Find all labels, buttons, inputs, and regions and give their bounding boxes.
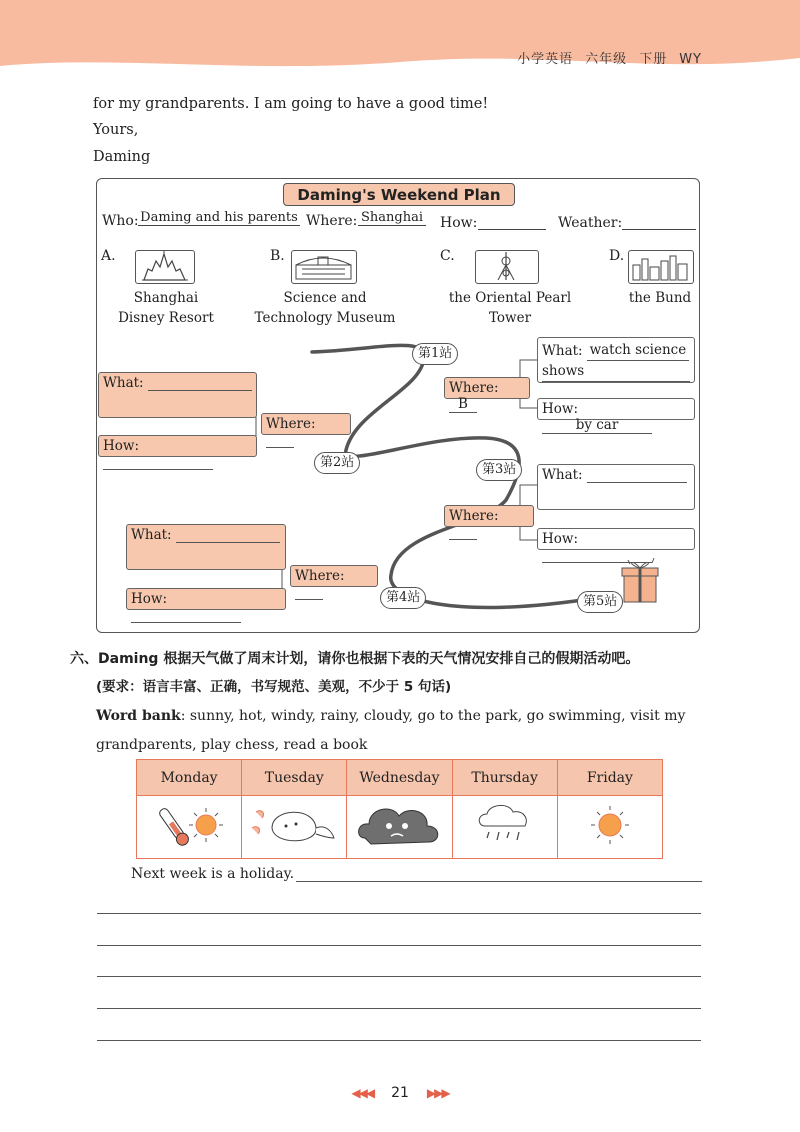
writing-line-2[interactable]	[97, 913, 701, 914]
stop2-what-box	[98, 372, 257, 418]
page-footer	[0, 1085, 800, 1101]
letter-line: for my grandparents. I am going to have a good time!	[93, 96, 489, 112]
stop2-what-label: What:	[103, 375, 144, 391]
how-label: How:	[440, 215, 478, 231]
stop4-where-box	[290, 565, 378, 587]
day-thursday: Thursday	[452, 760, 557, 796]
writing-line-1[interactable]	[296, 881, 702, 882]
place-name-c: the Oriental Pearl Tower	[448, 290, 572, 326]
stop3-where-box	[444, 505, 534, 527]
stop-1: 第1站	[412, 343, 458, 365]
cloudy-icon	[347, 796, 452, 859]
page-number: 21	[391, 1085, 409, 1101]
stop4-how-box	[126, 588, 286, 610]
letter-signature: Daming	[93, 149, 151, 165]
writing-line-3[interactable]	[97, 945, 701, 946]
museum-icon	[291, 250, 357, 284]
stop1-what-field-1[interactable]: watch science	[587, 340, 689, 361]
rainy-icon	[452, 796, 557, 859]
stop2-how-field[interactable]	[103, 457, 213, 470]
weather-label: Weather:	[558, 215, 623, 231]
writing-line-5[interactable]	[97, 1008, 701, 1009]
hot-sunny-icon	[137, 796, 242, 859]
tower-icon	[475, 250, 539, 284]
letter-closing: Yours,	[93, 122, 139, 138]
place-name-b-1: Science and	[283, 290, 367, 306]
place-name-a-2: Disney Resort	[118, 310, 214, 326]
place-letter-a: A.	[101, 248, 116, 264]
weather-field[interactable]	[622, 213, 696, 230]
day-tuesday: Tuesday	[242, 760, 347, 796]
stop-5: 第5站	[577, 591, 623, 613]
section-6-requirement: (要求：语言丰富、正确，书写规范、美观，不少于 5 句话)	[96, 679, 452, 695]
weather-table	[136, 759, 663, 859]
stop3-how-box	[537, 528, 695, 550]
writing-line-6[interactable]	[97, 1040, 701, 1041]
stop4-where-label: Where:	[295, 568, 345, 584]
word-bank	[96, 702, 708, 760]
word-bank-label: Word bank	[96, 708, 181, 724]
stop3-how-label: How:	[542, 531, 579, 547]
where-label: Where:	[306, 213, 358, 229]
grade-label: 六年级	[585, 52, 628, 67]
left-arrows-icon: ◀◀◀	[351, 1086, 374, 1100]
section-6-title: 六、Daming 根据天气做了周末计划，请你也根据下表的天气情况安排自己的假期活动吧。	[70, 651, 640, 667]
place-name-b-2: Technology Museum	[254, 310, 396, 326]
stop2-how-box	[98, 435, 257, 457]
stop-3: 第3站	[476, 459, 522, 481]
stop4-how-field[interactable]	[131, 610, 241, 623]
book-info	[505, 48, 702, 67]
edition-label: WY	[679, 52, 702, 67]
right-arrows-icon: ▶▶▶	[426, 1086, 449, 1100]
stop1-what-box	[537, 337, 695, 383]
stop4-what-field[interactable]	[176, 530, 280, 543]
place-letter-d: D.	[609, 248, 625, 264]
skyline-icon	[628, 250, 694, 284]
stop4-what-box	[126, 524, 286, 570]
where-field[interactable]: Shanghai	[358, 210, 426, 226]
stop1-where-box	[444, 377, 530, 412]
place-name-a-1: Shanghai	[133, 290, 199, 306]
who-label: Who:	[102, 213, 139, 229]
word-bank-text: : sunny, hot, windy, rainy, cloudy, go to the park, go swimming, visit my grandparents, play chess, read a book	[96, 708, 686, 753]
stop1-how-box	[537, 398, 695, 433]
stop2-what-field[interactable]	[148, 378, 252, 391]
start-sentence: Next week is a holiday.	[131, 866, 295, 882]
place-letter-c: C.	[440, 248, 455, 264]
place-name-d: the Bund	[628, 290, 692, 306]
place-letter-b: B.	[270, 248, 285, 264]
writing-line-4[interactable]	[97, 976, 701, 977]
stop4-how-label: How:	[131, 591, 168, 607]
stop1-how-field[interactable]: by car	[542, 417, 652, 434]
stop3-what-box	[537, 464, 695, 510]
stop4-what-label: What:	[131, 527, 172, 543]
who-field[interactable]: Daming and his parents	[138, 210, 300, 226]
stop4-where-field[interactable]	[295, 587, 323, 600]
stop-4: 第4站	[380, 587, 426, 609]
plan-title: Daming's Weekend Plan	[283, 183, 515, 206]
stop1-what-field-2[interactable]: shows	[542, 361, 690, 382]
stop3-how-field[interactable]	[542, 550, 652, 563]
stop2-where-label: Where:	[266, 416, 316, 432]
stop2-where-field[interactable]	[266, 435, 294, 448]
stop1-how-label: How:	[542, 401, 579, 417]
volume-label: 下册	[639, 52, 668, 67]
stop2-where-box	[261, 413, 351, 435]
sunny-icon	[557, 796, 662, 859]
stop3-where-field[interactable]	[449, 527, 477, 540]
stop3-where-label: Where:	[449, 508, 499, 524]
day-friday: Friday	[557, 760, 662, 796]
stop1-where-field[interactable]: B	[449, 396, 477, 413]
how-field[interactable]	[478, 213, 546, 230]
stop3-what-field[interactable]	[587, 470, 687, 483]
castle-icon	[135, 250, 195, 284]
stop1-where-label: Where:	[449, 380, 499, 396]
day-monday: Monday	[137, 760, 242, 796]
windy-icon	[242, 796, 347, 859]
gift-icon	[618, 556, 662, 604]
day-wednesday: Wednesday	[347, 760, 452, 796]
stop-2: 第2站	[314, 452, 360, 474]
stop3-what-label: What:	[542, 467, 583, 483]
stop2-how-label: How:	[103, 438, 140, 454]
subject-label: 小学英语	[517, 52, 574, 67]
stop1-what-label: What:	[542, 343, 583, 359]
